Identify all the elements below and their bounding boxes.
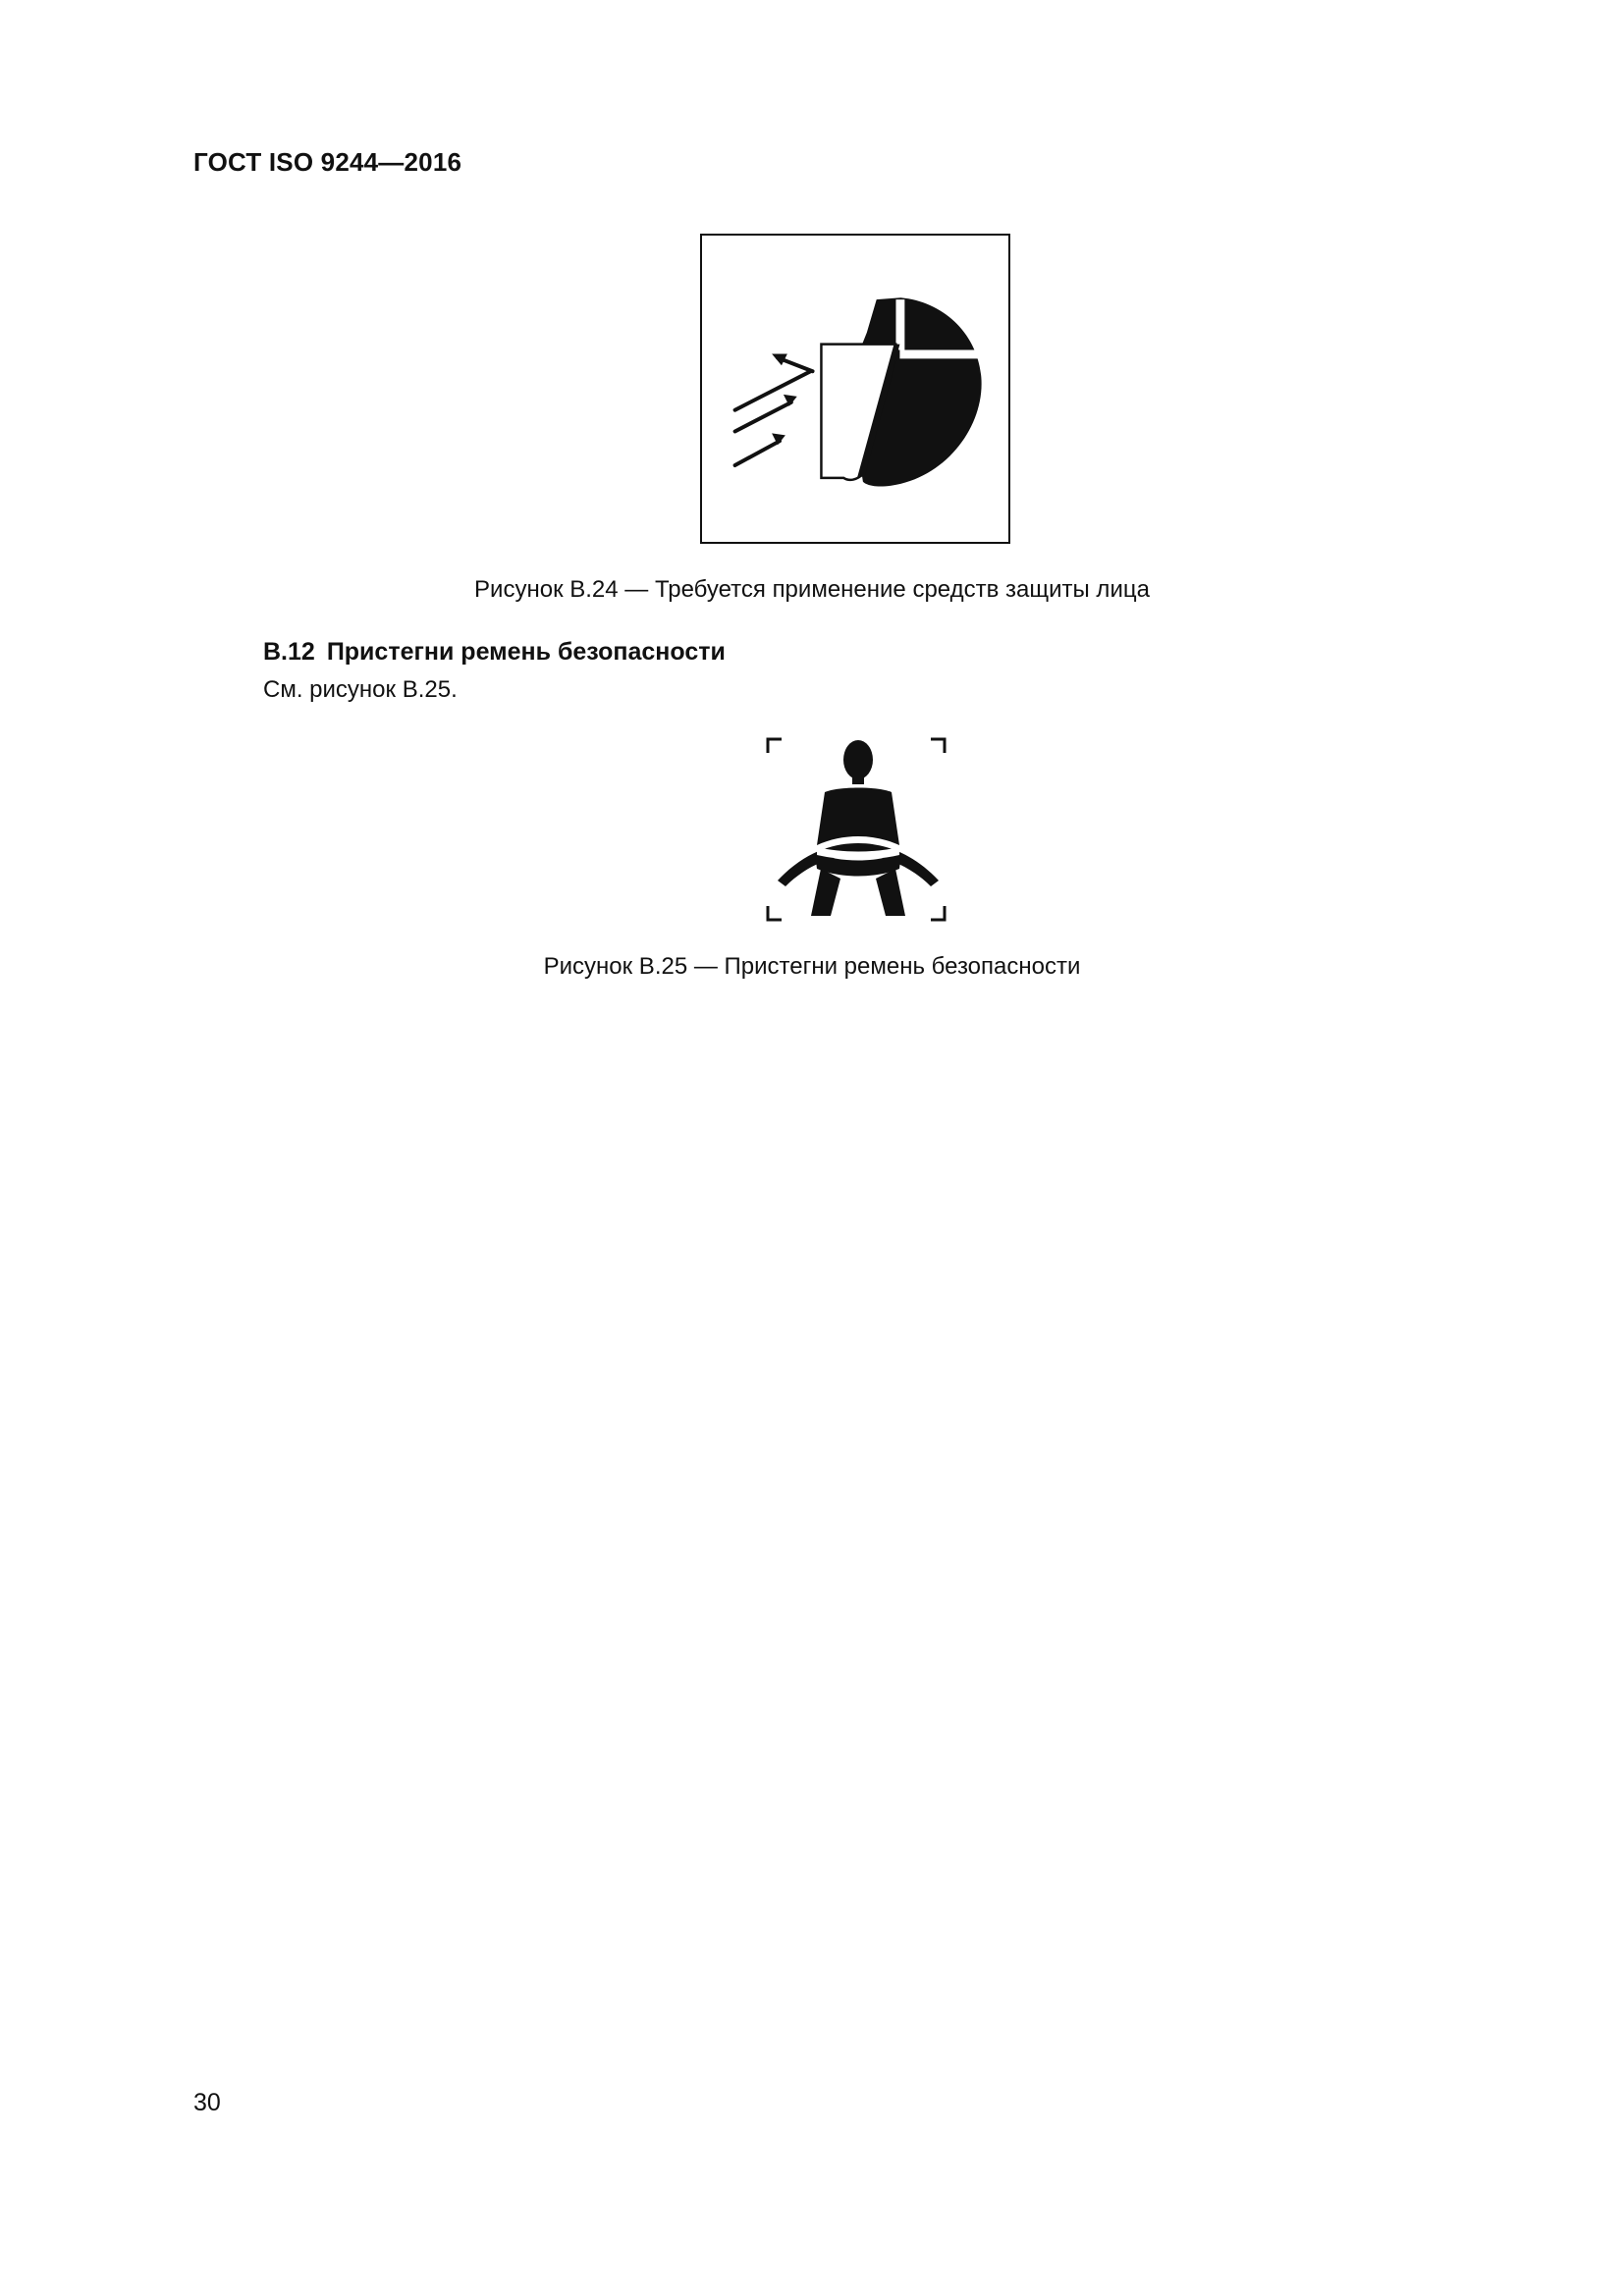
figure-b25 [756,731,956,928]
section-number: В.12 [263,638,315,666]
document-header: ГОСТ ISO 9244—2016 [193,147,462,177]
figure-b24-caption: Рисунок В.24 — Требуется применение средств защиты лица [474,576,1150,603]
section-title: Пристегни ремень безопасности [326,638,726,666]
section-reference: См. рисунок В.25. [263,676,458,703]
face-shield-icon [702,236,1008,542]
figure-b24-frame [700,234,1010,544]
section-heading [263,638,726,667]
page-number: 30 [193,2089,221,2116]
figure-b25-caption: Рисунок В.25 — Пристегни ремень безопасности [543,953,1081,980]
seat-belt-icon [756,731,956,928]
